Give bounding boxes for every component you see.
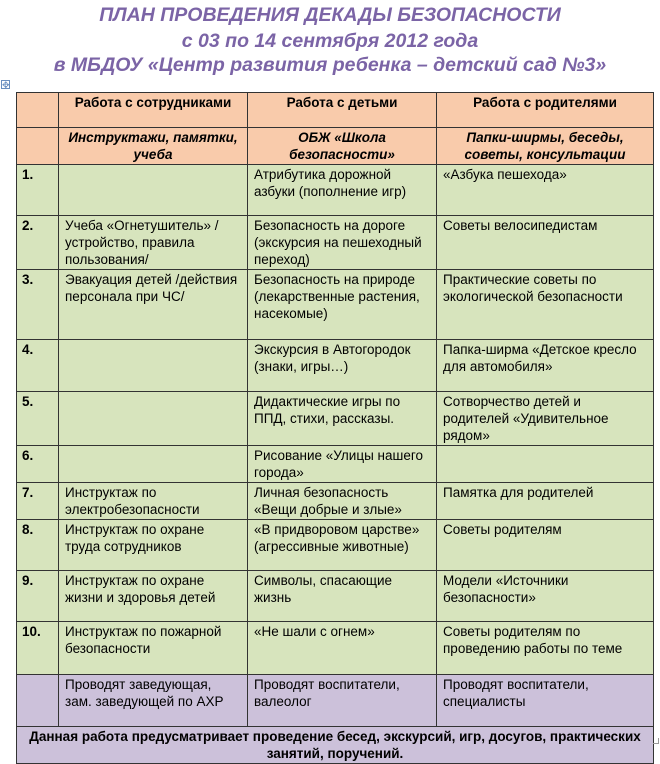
row-children: Безопасность на дороге (экскурсия на пешеходный переход) (248, 216, 437, 270)
row-children: Личная безопасность «Вещи добрые и злые» (248, 483, 437, 520)
responsible-row (17, 675, 654, 727)
row-staff (59, 165, 248, 216)
table-row (17, 446, 654, 483)
row-parents: Советы велосипедистам (437, 216, 654, 270)
row-parents: Сотворчество детей и родителей «Удивительное рядом» (437, 392, 654, 446)
subheader-num-cell (17, 128, 59, 165)
row-number: 2. (17, 216, 59, 270)
header-staff: Работа с сотрудниками (59, 93, 248, 128)
row-staff (59, 446, 248, 483)
row-parents: Практические советы по экологической безопасности (437, 270, 654, 340)
row-staff: Инструктаж по охране жизни и здоровья детей (59, 571, 248, 622)
responsible-num-cell (17, 675, 59, 727)
row-number: 10. (17, 622, 59, 675)
row-staff: Инструктаж по охране труда сотрудников (59, 520, 248, 571)
row-number: 8. (17, 520, 59, 571)
row-staff (59, 392, 248, 446)
row-children: Рисование «Улицы нашего города» (248, 446, 437, 483)
row-parents: Советы родителям (437, 520, 654, 571)
row-parents: Памятка для родителей (437, 483, 654, 520)
row-number: 7. (17, 483, 59, 520)
row-number: 3. (17, 270, 59, 340)
row-number: 6. (17, 446, 59, 483)
table-row (17, 392, 654, 446)
row-parents: Модели «Источники безопасности» (437, 571, 654, 622)
row-children: Безопасность на природе (лекарственные растения, насекомые) (248, 270, 437, 340)
row-parents: Советы родителям по проведению работы по теме (437, 622, 654, 675)
table-row (17, 571, 654, 622)
table-row (17, 216, 654, 270)
table-row (17, 340, 654, 392)
table-row (17, 483, 654, 520)
row-parents: Папка-ширма «Детское кресло для автомобиля» (437, 340, 654, 392)
page-subtitle-institution: в МБДОУ «Центр развития ребенка – детский сад №3» (53, 54, 607, 76)
table-row (17, 622, 654, 675)
safety-plan-table (16, 92, 654, 764)
row-number: 4. (17, 340, 59, 392)
row-children: Дидактические игры по ППД, стихи, рассказы. (248, 392, 437, 446)
header-parents: Работа с родителями (437, 93, 654, 128)
page-subtitle-dates: с 03 по 14 сентября 2012 года (181, 30, 479, 52)
footer-row (17, 727, 654, 764)
subheader-children: ОБЖ «Школа безопасности» (248, 128, 437, 165)
table-move-handle-icon[interactable]: ✥ (2, 80, 10, 90)
header-children: Работа с детьми (248, 93, 437, 128)
table-resize-handle-icon[interactable] (653, 738, 659, 744)
row-number: 1. (17, 165, 59, 216)
table-row (17, 165, 654, 216)
subheader-staff: Инструктажи, памятки, учеба (59, 128, 248, 165)
row-number: 5. (17, 392, 59, 446)
row-staff: Инструктаж по электробезопасности (59, 483, 248, 520)
row-staff: Учеба «Огнетушитель» /устройство, правила пользования/ (59, 216, 248, 270)
row-staff: Инструктаж по пожарной безопасности (59, 622, 248, 675)
page-title: ПЛАН ПРОВЕДЕНИЯ ДЕКАДЫ БЕЗОПАСНОСТИ (99, 4, 561, 26)
subheader-row (17, 128, 654, 165)
header-num-cell (17, 93, 59, 128)
row-number: 9. (17, 571, 59, 622)
row-parents: «Азбука пешехода» (437, 165, 654, 216)
subheader-parents: Папки-ширмы, беседы, советы, консультации (437, 128, 654, 165)
footer-note: Данная работа предусматривает проведение бесед, экскурсий, игр, досугов, практических занятий, поручений. (17, 727, 654, 764)
row-parents (437, 446, 654, 483)
responsible-parents: Проводят воспитатели, специалисты (437, 675, 654, 727)
responsible-staff: Проводят заведующая, зам. заведующей по АХР (59, 675, 248, 727)
table-row (17, 270, 654, 340)
row-staff (59, 340, 248, 392)
row-children: Символы, спасающие жизнь (248, 571, 437, 622)
row-children: Атрибутика дорожной азбуки (пополнение игр) (248, 165, 437, 216)
table-row (17, 520, 654, 571)
responsible-children: Проводят воспитатели, валеолог (248, 675, 437, 727)
header-row (17, 93, 654, 128)
row-children: «В придворовом царстве» (агрессивные животные) (248, 520, 437, 571)
row-staff: Эвакуация детей /действия персонала при ЧС/ (59, 270, 248, 340)
row-children: Экскурсия в Автогородок (знаки, игры…) (248, 340, 437, 392)
row-children: «Не шали с огнем» (248, 622, 437, 675)
